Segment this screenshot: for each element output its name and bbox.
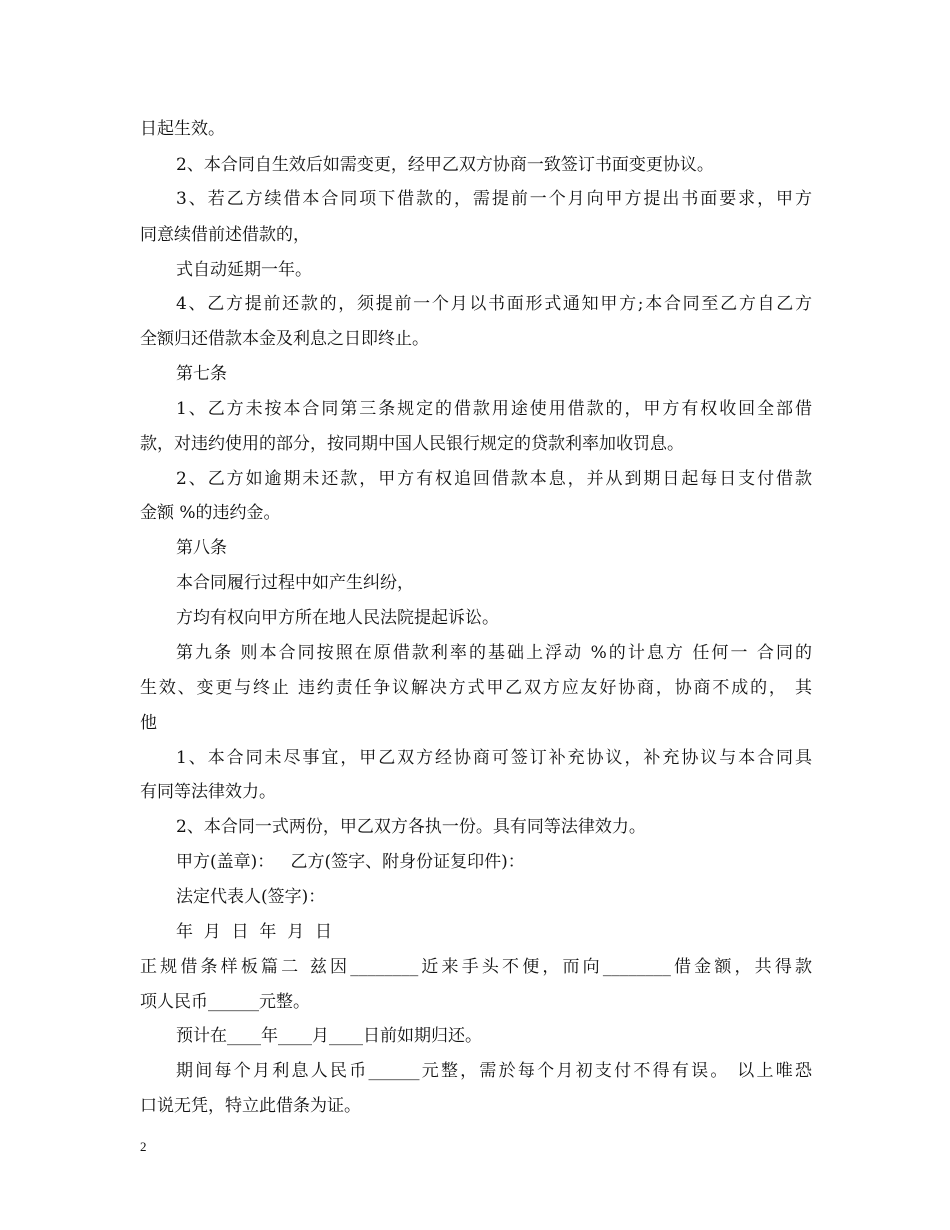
text-line: 方均有权向甲方所在地人民法院提起诉讼。 (176, 608, 499, 628)
page-number: 2 (140, 1139, 147, 1154)
text-line: 款，对违约使用的部分，按同期中国人民银行规定的贷款利率加收罚息。 (140, 434, 684, 454)
text-line: 全额归还借款本金及利息之日即终止。 (140, 329, 429, 349)
text-line: 本合同履行过程中如产生纠纷， (176, 573, 414, 593)
article-heading: 第七条 (176, 364, 227, 384)
text-line: 第九条 则本合同按照在原借款利率的基础上浮动 %的计息方 任何一 合同的 (176, 643, 812, 663)
text-line: 有同等法律效力。 (140, 782, 276, 802)
text-line: 同意续借前述借款的， (140, 225, 310, 245)
text-line: 项人民币______元整。 (140, 992, 310, 1012)
signature-line: 甲方(盖章)： 乙方(签字、附身份证复印件)： (176, 852, 525, 872)
date-line: 年 月 日 年 月 日 (176, 922, 333, 942)
text-line: 预计在____年____月____日前如期归还。 (176, 1026, 482, 1046)
article-heading: 第八条 (176, 538, 227, 558)
text-line: 生效、变更与终止 违约责任争议解决方式甲乙双方应友好协商，协商不成的， 其 (140, 678, 812, 698)
text-line: 2、乙方如逾期未还款，甲方有权追回借款本息，并从到期日起每日支付借款 (176, 469, 812, 489)
text-line: 日起生效。 (140, 119, 225, 139)
text-line: 期间每个月利息人民币______元整，需於每个月初支付不得有误。 以上唯恐 (176, 1061, 812, 1081)
text-line: 式自动延期一年。 (176, 260, 312, 280)
text-line: 3、若乙方续借本合同项下借款的，需提前一个月向甲方提出书面要求，甲方 (176, 189, 812, 209)
text-line: 他 (140, 713, 157, 733)
text-line: 口说无凭，特立此借条为证。 (140, 1096, 361, 1116)
text-line: 正规借条样板篇二 兹因________近来手头不便，而向________借金额，共得款 (140, 957, 812, 977)
text-line: 1、乙方未按本合同第三条规定的借款用途使用借款的，甲方有权收回全部借 (176, 399, 812, 419)
text-line: 2、本合同自生效后如需变更，经甲乙双方协商一致签订书面变更协议。 (176, 155, 714, 175)
text-line: 4、乙方提前还款的，须提前一个月以书面形式通知甲方;本合同至乙方自乙方 (176, 294, 812, 314)
text-line: 2、本合同一式两份，甲乙双方各执一份。具有同等法律效力。 (176, 817, 646, 837)
text-line: 1、本合同未尽事宜，甲乙双方经协商可签订补充协议，补充协议与本合同具 (176, 748, 812, 768)
text-line: 金额 %的违约金。 (140, 503, 281, 523)
representative-line: 法定代表人(签字)： (176, 887, 326, 907)
